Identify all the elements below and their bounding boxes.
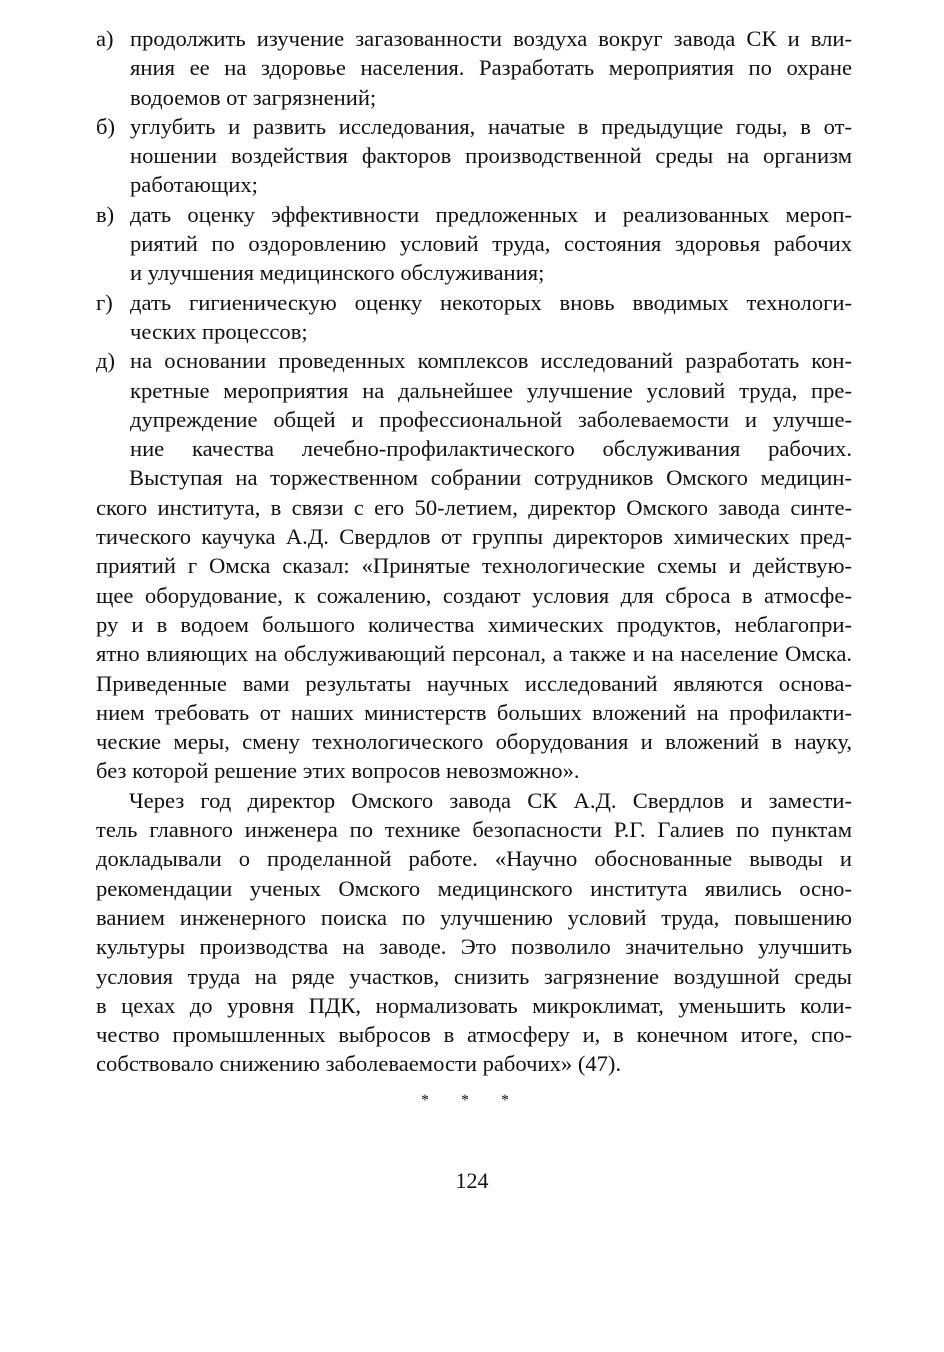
list-item-v [96,200,852,288]
text-line: в цехах до уровня ПДК, нормализовать микроклимат, уменьшить коли- [96,992,852,1018]
text-line: ние качества лечебно-профилактического обслуживания рабочих. [130,436,852,462]
text-line: продолжить изучение загазованности воздуха вокруг завода СК и вли- [130,26,852,51]
list-item-b [96,112,852,200]
paragraph-report [96,786,852,1079]
text-line: Выступая на торжественном собрании сотрудников Омского медицин- [129,465,852,491]
text-line: ношении воздействия факторов производственной среды на организм [130,143,852,169]
list-marker: д) [96,348,116,374]
text-line: приятий г Омска сказал: «Принятые технологические схемы и действую- [96,553,852,579]
text-line: чество промышленных выбросов в атмосферу и, в конечном итоге, спо- [96,1022,852,1048]
list-item-text [130,24,852,112]
list-marker: в) [96,201,115,227]
text-line: яния ее на здоровье населения. Разработать мероприятия по охране [130,55,852,81]
list-marker: г) [96,289,113,315]
text-line: ческих процессов; [130,318,308,344]
list-item-text [130,112,852,200]
text-line: без которой решение этих вопросов невозможно». [96,758,580,784]
text-line: ского института, в связи с его 50-летием, директор Омского завода синте- [96,494,852,520]
text-line: работающих; [130,172,258,198]
text-line: рекомендации ученых Омского медицинского института явились осно- [96,875,852,901]
text-line: Приведенные вами результаты научных исследований являются основа- [96,670,852,696]
text-line: щее оборудование, к сожалению, создают условия для сброса в атмосфе- [96,582,852,608]
list-item-d [96,346,852,463]
text-line: дупреждение общей и профессиональной заболеваемости и улучше- [130,406,852,432]
list-item-a [96,24,852,112]
text-line: углубить и развить исследования, начатые в предыдущие годы, в от- [130,113,852,139]
text-line: кретные мероприятия на дальнейшее улучшение условий труда, пре- [130,377,852,403]
text-line: ческие меры, смену технологического оборудования и вложений в науку, [96,729,852,755]
text-line: условия труда на ряде участков, снизить загрязнение воздушной среды [96,963,852,989]
list-item-text [130,346,852,463]
list-item-text [130,288,852,347]
page-body [96,24,852,1079]
text-line: собствовало снижению заболеваемости рабочих» (47). [96,1051,622,1077]
text-line: ванием инженерного поиска по улучшению условий труда, повышению [96,904,852,930]
list-item-text [130,200,852,288]
text-line: на основании проведенных комплексов исследований разработать кон- [130,348,852,374]
text-line: тического каучука А.Д. Свердлов от группы директоров химических пред- [96,524,852,550]
text-line: нием требовать от наших министерств больших вложений на профилакти- [96,699,852,725]
page-number: 124 [455,1168,489,1193]
text-line: дать оценку эффективности предложенных и реализованных мероп- [130,201,852,227]
text-line: ру и в водоем большого количества химических продуктов, неблагопри- [96,611,852,637]
text-line: докладывали о проделанной работе. «Научно обоснованные выводы и [96,846,852,872]
paragraph-speech [96,463,852,785]
text-line: культуры производства на заводе. Это позволило значительно улучшить [96,934,852,960]
list-marker: б) [96,113,116,139]
text-line: ятно влияющих на обслуживающий персонал, а также и на население Омска. [96,641,852,667]
text-line: Через год директор Омского завода СК А.Д. Свердлов и замести- [129,787,852,813]
list-marker: а) [96,26,114,51]
text-line: тель главного инженера по технике безопасности Р.Г. Галиев по пунктам [96,817,852,843]
text-line: дать гигиеническую оценку некоторых вновь вводимых технологи- [130,289,852,315]
text-line: водоемов от загрязнений; [130,84,377,110]
list-item-g [96,288,852,347]
text-line: и улучшения медицинского обслуживания; [130,260,545,286]
section-separator: * * * [421,1092,523,1109]
text-line: риятий по оздоровлению условий труда, состояния здоровья рабочих [130,231,852,257]
